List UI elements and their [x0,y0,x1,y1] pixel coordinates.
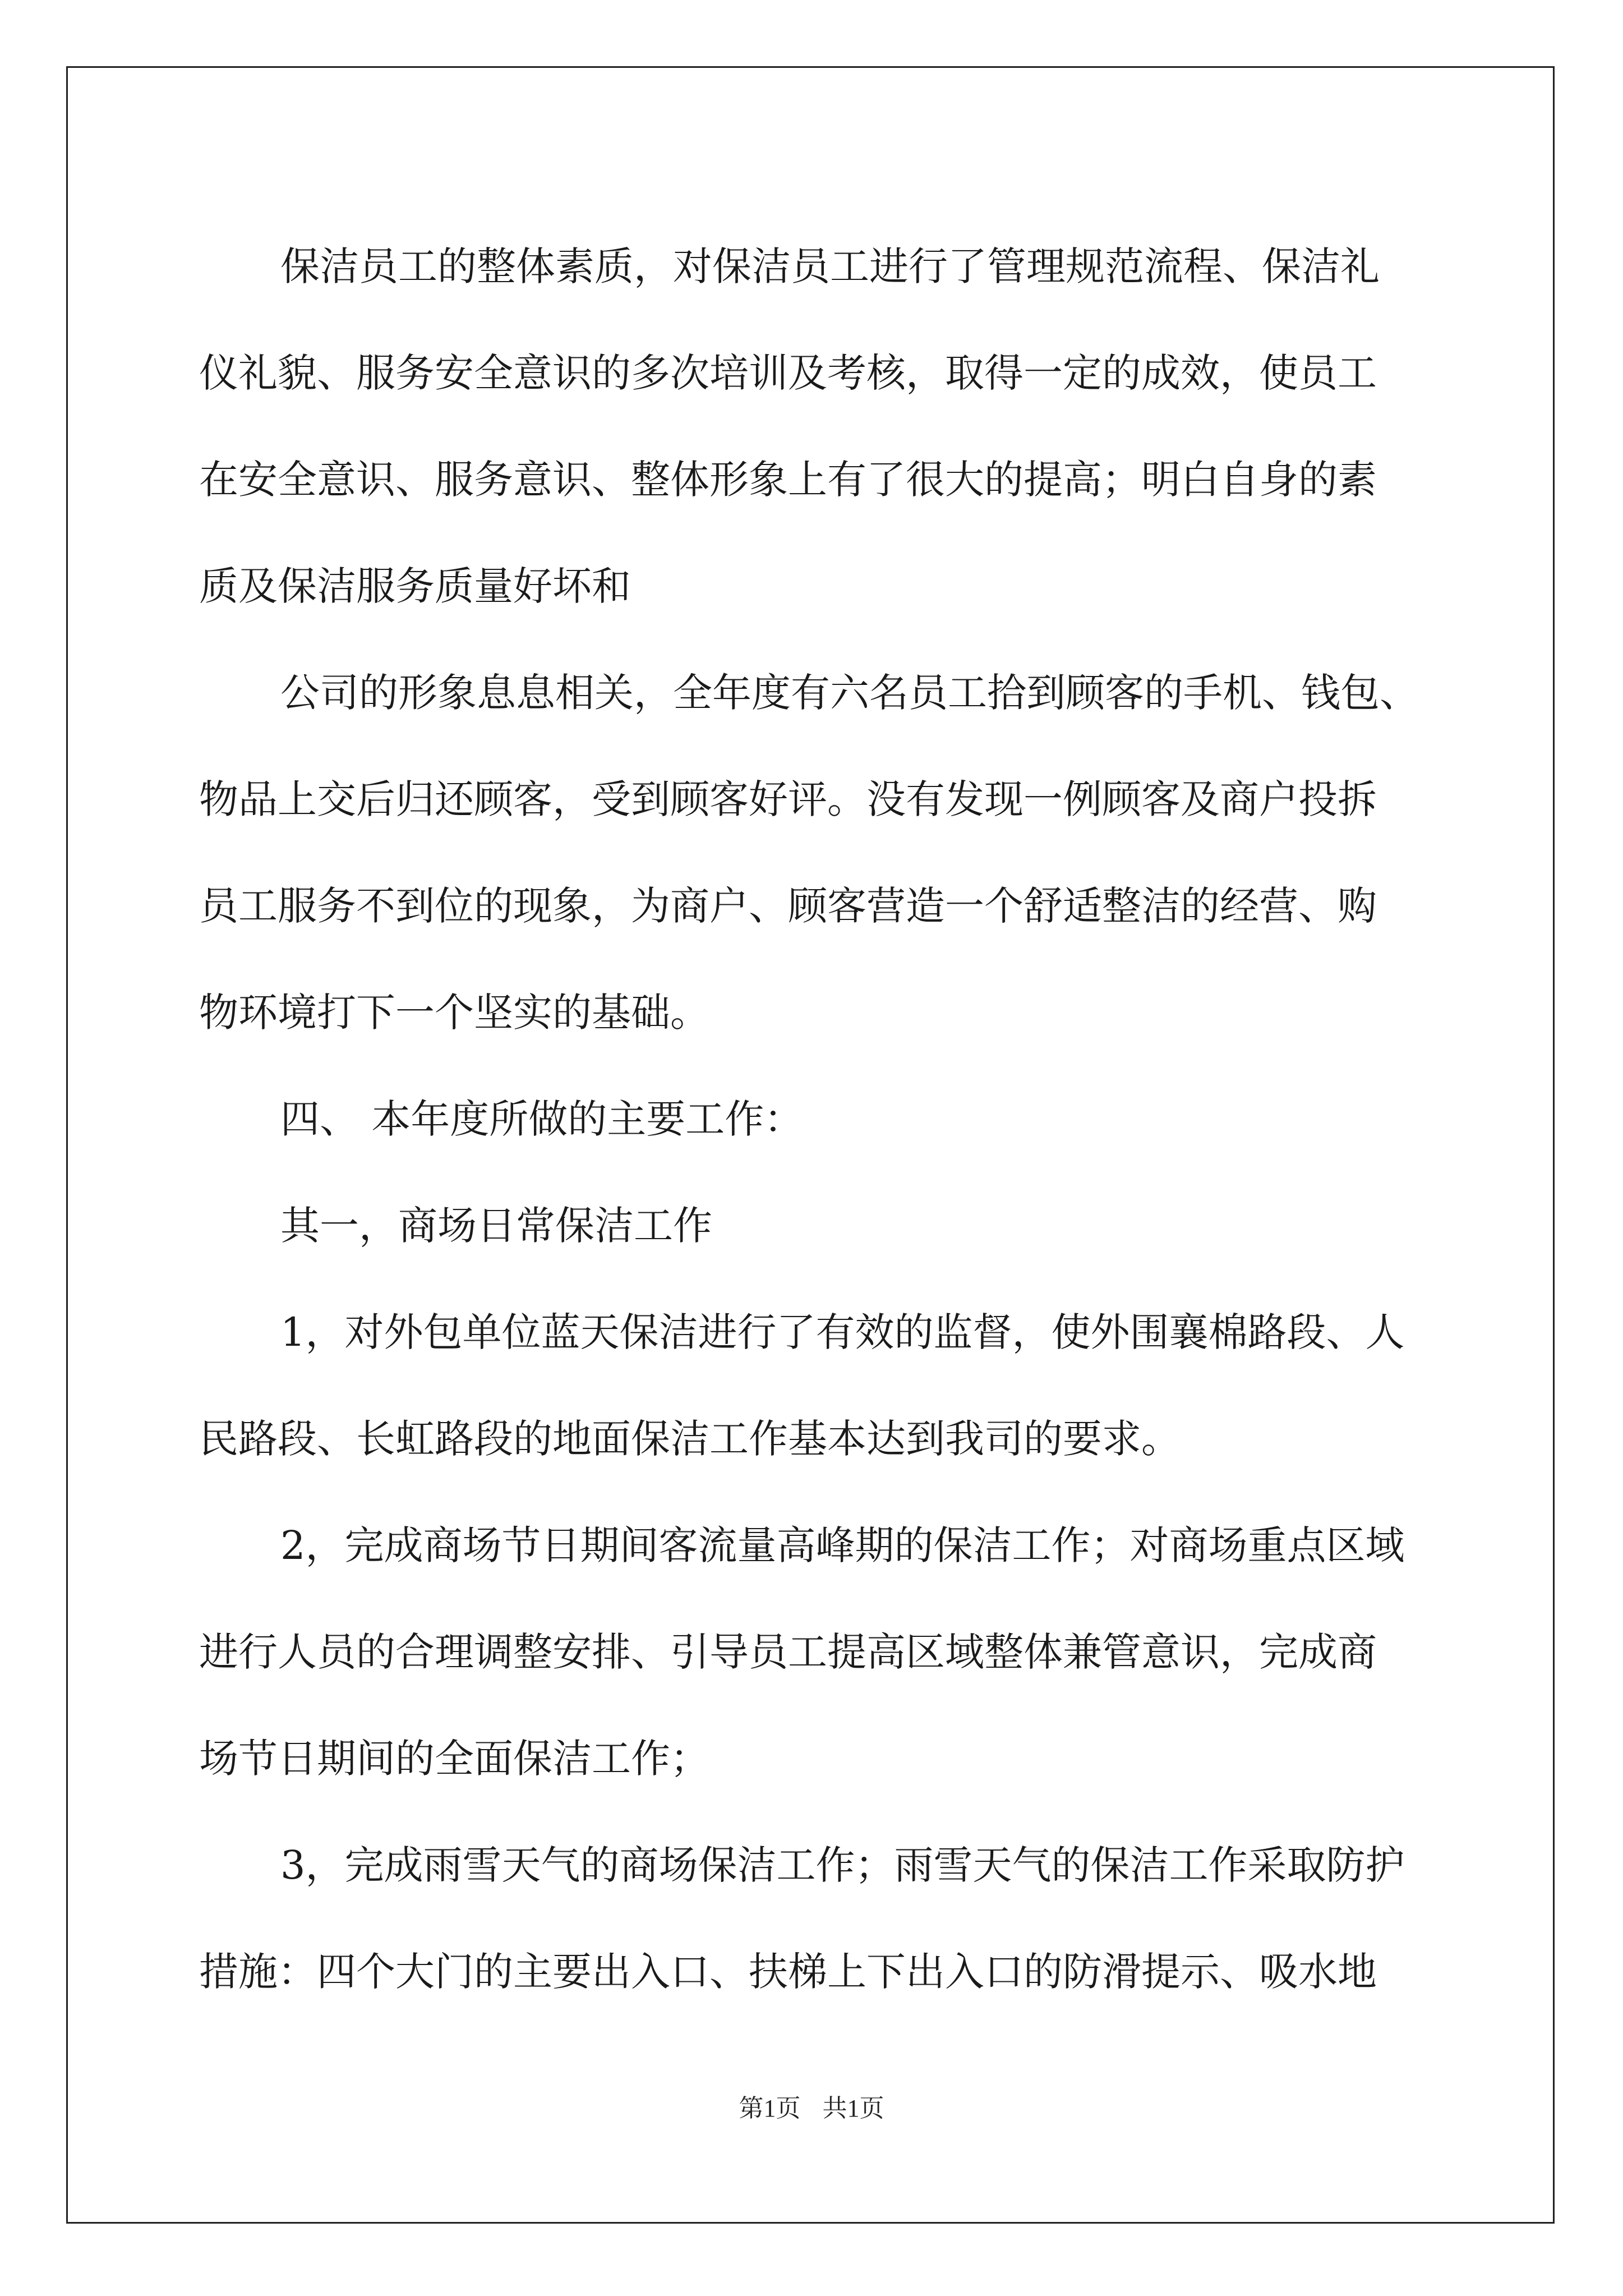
document-body [199,213,1433,2025]
text-line: 措施：四个大门的主要出入口、扶梯上下出入口的防滑提示、吸水地 [199,1949,1377,1995]
paragraph [199,213,1433,639]
text-line: 保洁员工的整体素质，对保洁员工进行了管理规范流程、保洁礼 [280,243,1380,289]
text-line: 仪礼貌、服务安全意识的多次培训及考核，取得一定的成效，使员工 [199,350,1377,396]
text-line: 物品上交后归还顾客，受到顾客好评。没有发现一例顾客及商户投拆 [199,776,1377,822]
paragraph [199,639,1433,1066]
paragraph [199,1492,1433,1812]
page-number: 第1页 [739,2095,801,2122]
text-line: 其一，商场日常保洁工作 [280,1203,712,1249]
text-line: 质及保洁服务质量好坏和 [199,563,631,609]
text-line: 员工服务不到位的现象，为商户、顾客营造一个舒适整洁的经营、购 [199,883,1377,929]
paragraph [199,1812,1433,2025]
text-line: 3，完成雨雪天气的商场保洁工作；雨雪天气的保洁工作采取防护 [280,1842,1405,1888]
text-line: 物环境打下一个坚实的基础。 [199,990,709,1036]
text-line: 在安全意识、服务意识、整体形象上有了很大的提高；明白自身的素 [199,457,1377,503]
text-line: 四、 本年度所做的主要工作： [280,1096,804,1142]
text-line: 2，完成商场节日期间客流量高峰期的保洁工作；对商场重点区域 [280,1522,1405,1568]
text-line: 场节日期间的全面保洁工作； [199,1736,709,1782]
subsection-heading [199,1172,1433,1279]
text-line: 公司的形象息息相关，全年度有六名员工拾到顾客的手机、钱包、 [280,670,1419,716]
paragraph [199,1279,1433,1492]
section-heading [199,1066,1433,1172]
text-line: 进行人员的合理调整安排、引导员工提高区域整体兼管意识，完成商 [199,1629,1377,1675]
text-line: 1，对外包单位蓝天保洁进行了有效的监督，使外围襄棉路段、人 [280,1309,1405,1355]
page-footer [0,2088,1623,2124]
text-line: 民路段、长虹路段的地面保洁工作基本达到我司的要求。 [199,1416,1181,1462]
page-total: 共1页 [822,2095,884,2122]
